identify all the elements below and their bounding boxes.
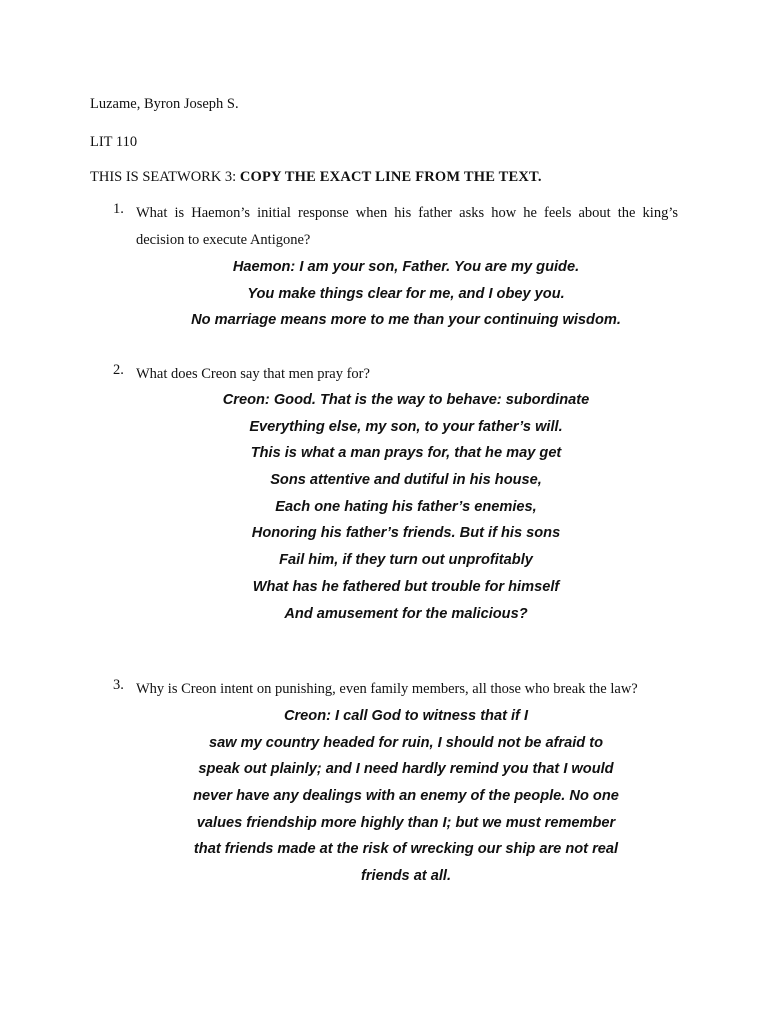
- question-text: Why is Creon intent on punishing, even family members, all those who break the law?: [136, 681, 638, 697]
- quote-line: No marriage means more to me than your continuing wisdom.: [191, 312, 621, 329]
- question-number: 3.: [113, 677, 124, 693]
- quote-line: This is what a man prays for, that he may get: [250, 445, 562, 462]
- question-text: What does Creon say that men pray for?: [136, 366, 370, 382]
- quote-line: Each one hating his father’s enemies,: [275, 498, 537, 515]
- course-code: LIT 110: [90, 134, 138, 150]
- quote-line: saw my country headed for ruin, I should not be afraid to: [208, 734, 604, 751]
- quote-line: Haemon: I am your son, Father. You are my guide.: [232, 259, 580, 275]
- question-number: 1.: [113, 201, 124, 217]
- quote-line: Fail him, if they turn out unprofitably: [279, 552, 533, 569]
- quote-line: And amusement for the malicious?: [284, 605, 528, 622]
- question-number: 2.: [113, 362, 124, 378]
- seatwork-instruction: [90, 168, 542, 186]
- question-text: What is Haemon’s initial response when his father asks how he feels about the king’s decision to execute Antigone?: [136, 205, 678, 248]
- instruction-prefix: THIS IS SEATWORK 3:: [90, 169, 240, 185]
- author-name: Luzame, Byron Joseph S.: [90, 96, 239, 112]
- quote-line: that friends made at the risk of wrecking our ship are not real: [193, 841, 619, 858]
- quote-line: Honoring his father’s friends. But if his sons: [251, 525, 561, 542]
- quote-line: What has he fathered but trouble for himself: [252, 578, 560, 595]
- question-1: [113, 200, 678, 254]
- question-3: [113, 676, 678, 703]
- answer-quote-2: [22, 387, 768, 627]
- instruction-emphasis: COPY THE EXACT LINE FROM THE TEXT.: [239, 169, 542, 185]
- answer-quote-3: [22, 703, 768, 890]
- quote-line: friends at all.: [360, 868, 452, 885]
- quote-line: You make things clear for me, and I obey you.: [247, 285, 565, 302]
- quote-line: values friendship more highly than I; but we must remember: [196, 814, 616, 831]
- question-2: [113, 361, 678, 388]
- quote-line: Creon: I call God to witness that if I: [283, 708, 529, 724]
- quote-line: never have any dealings with an enemy of the people. No one: [193, 788, 619, 805]
- quote-line: Everything else, my son, to your father’s will.: [249, 418, 563, 435]
- quote-line: speak out plainly; and I need hardly remind you that I would: [198, 761, 614, 778]
- quote-line: Sons attentive and dutiful in his house,: [270, 472, 542, 489]
- quote-line: Creon: Good. That is the way to behave: subordinate: [222, 392, 590, 408]
- answer-quote-1: [22, 254, 768, 334]
